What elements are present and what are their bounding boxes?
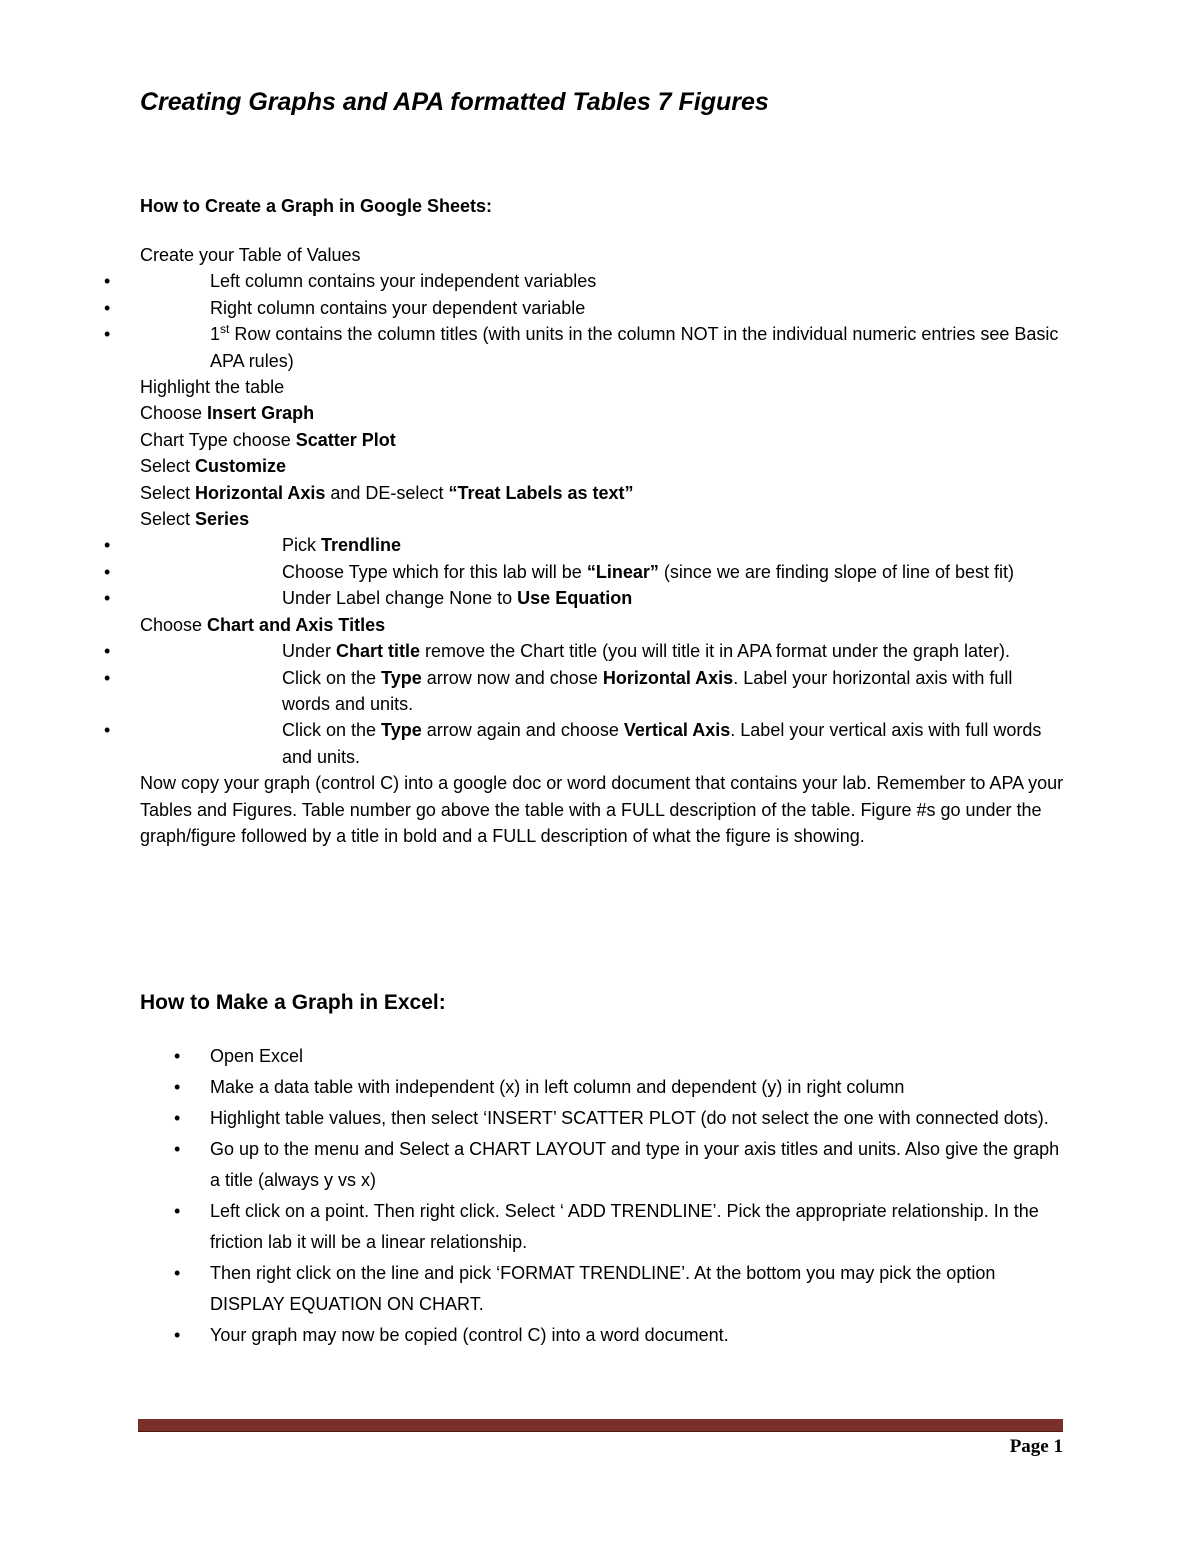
haxis-bold: Horizontal Axis — [602, 667, 734, 688]
google-sheets-instructions — [140, 242, 1065, 849]
list-item — [140, 532, 1065, 558]
customize-bold: Customize — [195, 456, 287, 477]
list-item — [140, 638, 1065, 664]
chart-titles-bold: Chart and Axis Titles — [207, 614, 386, 635]
horizontal-bold: Horizontal Axis — [195, 482, 326, 503]
vaxis-post: . Label your vertical axis with full words and units. — [282, 720, 1042, 767]
list-item: • Open Excel — [210, 1041, 1065, 1072]
google-sheets-heading: How to Create a Graph in Google Sheets: — [140, 196, 493, 216]
series-bold: Series — [195, 509, 250, 530]
chart-type-pre: Chart Type choose — [140, 429, 296, 450]
chart-type-bold: Scatter Plot — [295, 429, 396, 450]
chart-title-pre: Under — [282, 641, 337, 662]
linear-bold: “Linear” — [586, 561, 659, 582]
list-item — [140, 559, 1065, 585]
customize-line — [140, 453, 1065, 479]
trendline-bold: Trendline — [321, 535, 402, 556]
titles-bullet-list — [140, 638, 1065, 770]
row-number: 1 — [210, 324, 221, 345]
treat-labels-bold: “Treat Labels as text” — [448, 482, 634, 503]
series-line — [140, 506, 1065, 532]
document-title: Creating Graphs and APA formatted Tables 7 Figures — [140, 88, 769, 116]
vaxis-mid: arrow again and choose — [421, 720, 624, 741]
list-item: • Right column contains your dependent variable — [140, 295, 1065, 321]
haxis-mid: arrow now and chose — [421, 667, 603, 688]
haxis-pre: Click on the — [282, 667, 382, 688]
footer-divider — [138, 1419, 1063, 1432]
create-table-line: Create your Table of Values — [140, 245, 361, 265]
horizontal-pre: Select — [140, 482, 196, 503]
table-bullet-list — [140, 268, 1065, 374]
vaxis-bold: Vertical Axis — [623, 720, 731, 741]
row-number-superscript: st — [220, 322, 230, 337]
list-item: • Left click on a point. Then right click. Select ‘ ADD TRENDLINE’. Pick the appropriate relationship. In the friction lab it will be a linear relationship. — [210, 1196, 1065, 1258]
list-item: • Your graph may now be copied (control C) into a word document. — [210, 1320, 1065, 1351]
list-item: • Left column contains your independent variables — [140, 268, 1065, 294]
list-item — [140, 585, 1065, 611]
excel-instructions — [140, 1041, 1065, 1351]
list-item — [140, 665, 1065, 718]
list-item: • Highlight table values, then select ‘INSERT’ SCATTER PLOT (do not select the one with connected dots). — [210, 1103, 1065, 1134]
chart-type-line — [140, 427, 1065, 453]
insert-bold: Insert Graph — [207, 403, 315, 424]
highlight-line: Highlight the table — [140, 377, 285, 398]
series-bullet-list — [140, 532, 1065, 611]
label-pre: Under Label change None to — [282, 588, 518, 609]
insert-pre: Choose — [140, 403, 208, 424]
list-item: • Then right click on the line and pick ‘FORMAT TRENDLINE’. At the bottom you may pick the option DISPLAY EQUATION ON CHART. — [210, 1258, 1065, 1320]
trendline-pre: Pick — [282, 535, 322, 556]
series-pre: Select — [140, 509, 196, 530]
haxis-type-bold: Type — [381, 667, 422, 688]
list-item — [140, 717, 1065, 770]
page-number: Page 1 — [1009, 1436, 1063, 1457]
excel-heading: How to Make a Graph in Excel: — [140, 991, 446, 1014]
chart-axis-titles-line — [140, 612, 1065, 638]
use-equation-bold: Use Equation — [517, 588, 633, 609]
type-pre: Choose Type which for this lab will be — [282, 561, 587, 582]
list-item: • Go up to the menu and Select a CHART LAYOUT and type in your axis titles and units. Also give the graph a title (always y vs x) — [210, 1134, 1065, 1196]
closing-paragraph: Now copy your graph (control C) into a google doc or word document that contains your lab. Remember to APA your Tables and Figures. Table number go above the table with a FULL description of the table. Figure #s go under the graph/figure followed by a title in bold and a FULL description of what the figure is showing. — [140, 773, 1064, 846]
insert-graph-line — [140, 400, 1065, 426]
horizontal-axis-line — [140, 480, 1065, 506]
horizontal-mid: and DE-select — [325, 482, 449, 503]
chart-titles-pre: Choose — [140, 614, 208, 635]
vaxis-type-bold: Type — [381, 720, 422, 741]
chart-title-bold: Chart title — [336, 641, 421, 662]
list-item — [140, 321, 1065, 374]
list-item: • Make a data table with independent (x) in left column and dependent (y) in right column — [210, 1072, 1065, 1103]
chart-title-post: remove the Chart title (you will title it in APA format under the graph later). — [420, 641, 1010, 662]
customize-pre: Select — [140, 456, 196, 477]
haxis-post: . Label your horizontal axis with full words and units. — [282, 667, 1013, 714]
vaxis-pre: Click on the — [282, 720, 382, 741]
excel-bullet-list — [140, 1041, 1065, 1351]
type-post: (since we are finding slope of line of best fit) — [658, 561, 1015, 582]
row-bullet-text: Row contains the column titles (with units in the column NOT in the individual numeric entries see Basic APA rules) — [210, 324, 1059, 371]
